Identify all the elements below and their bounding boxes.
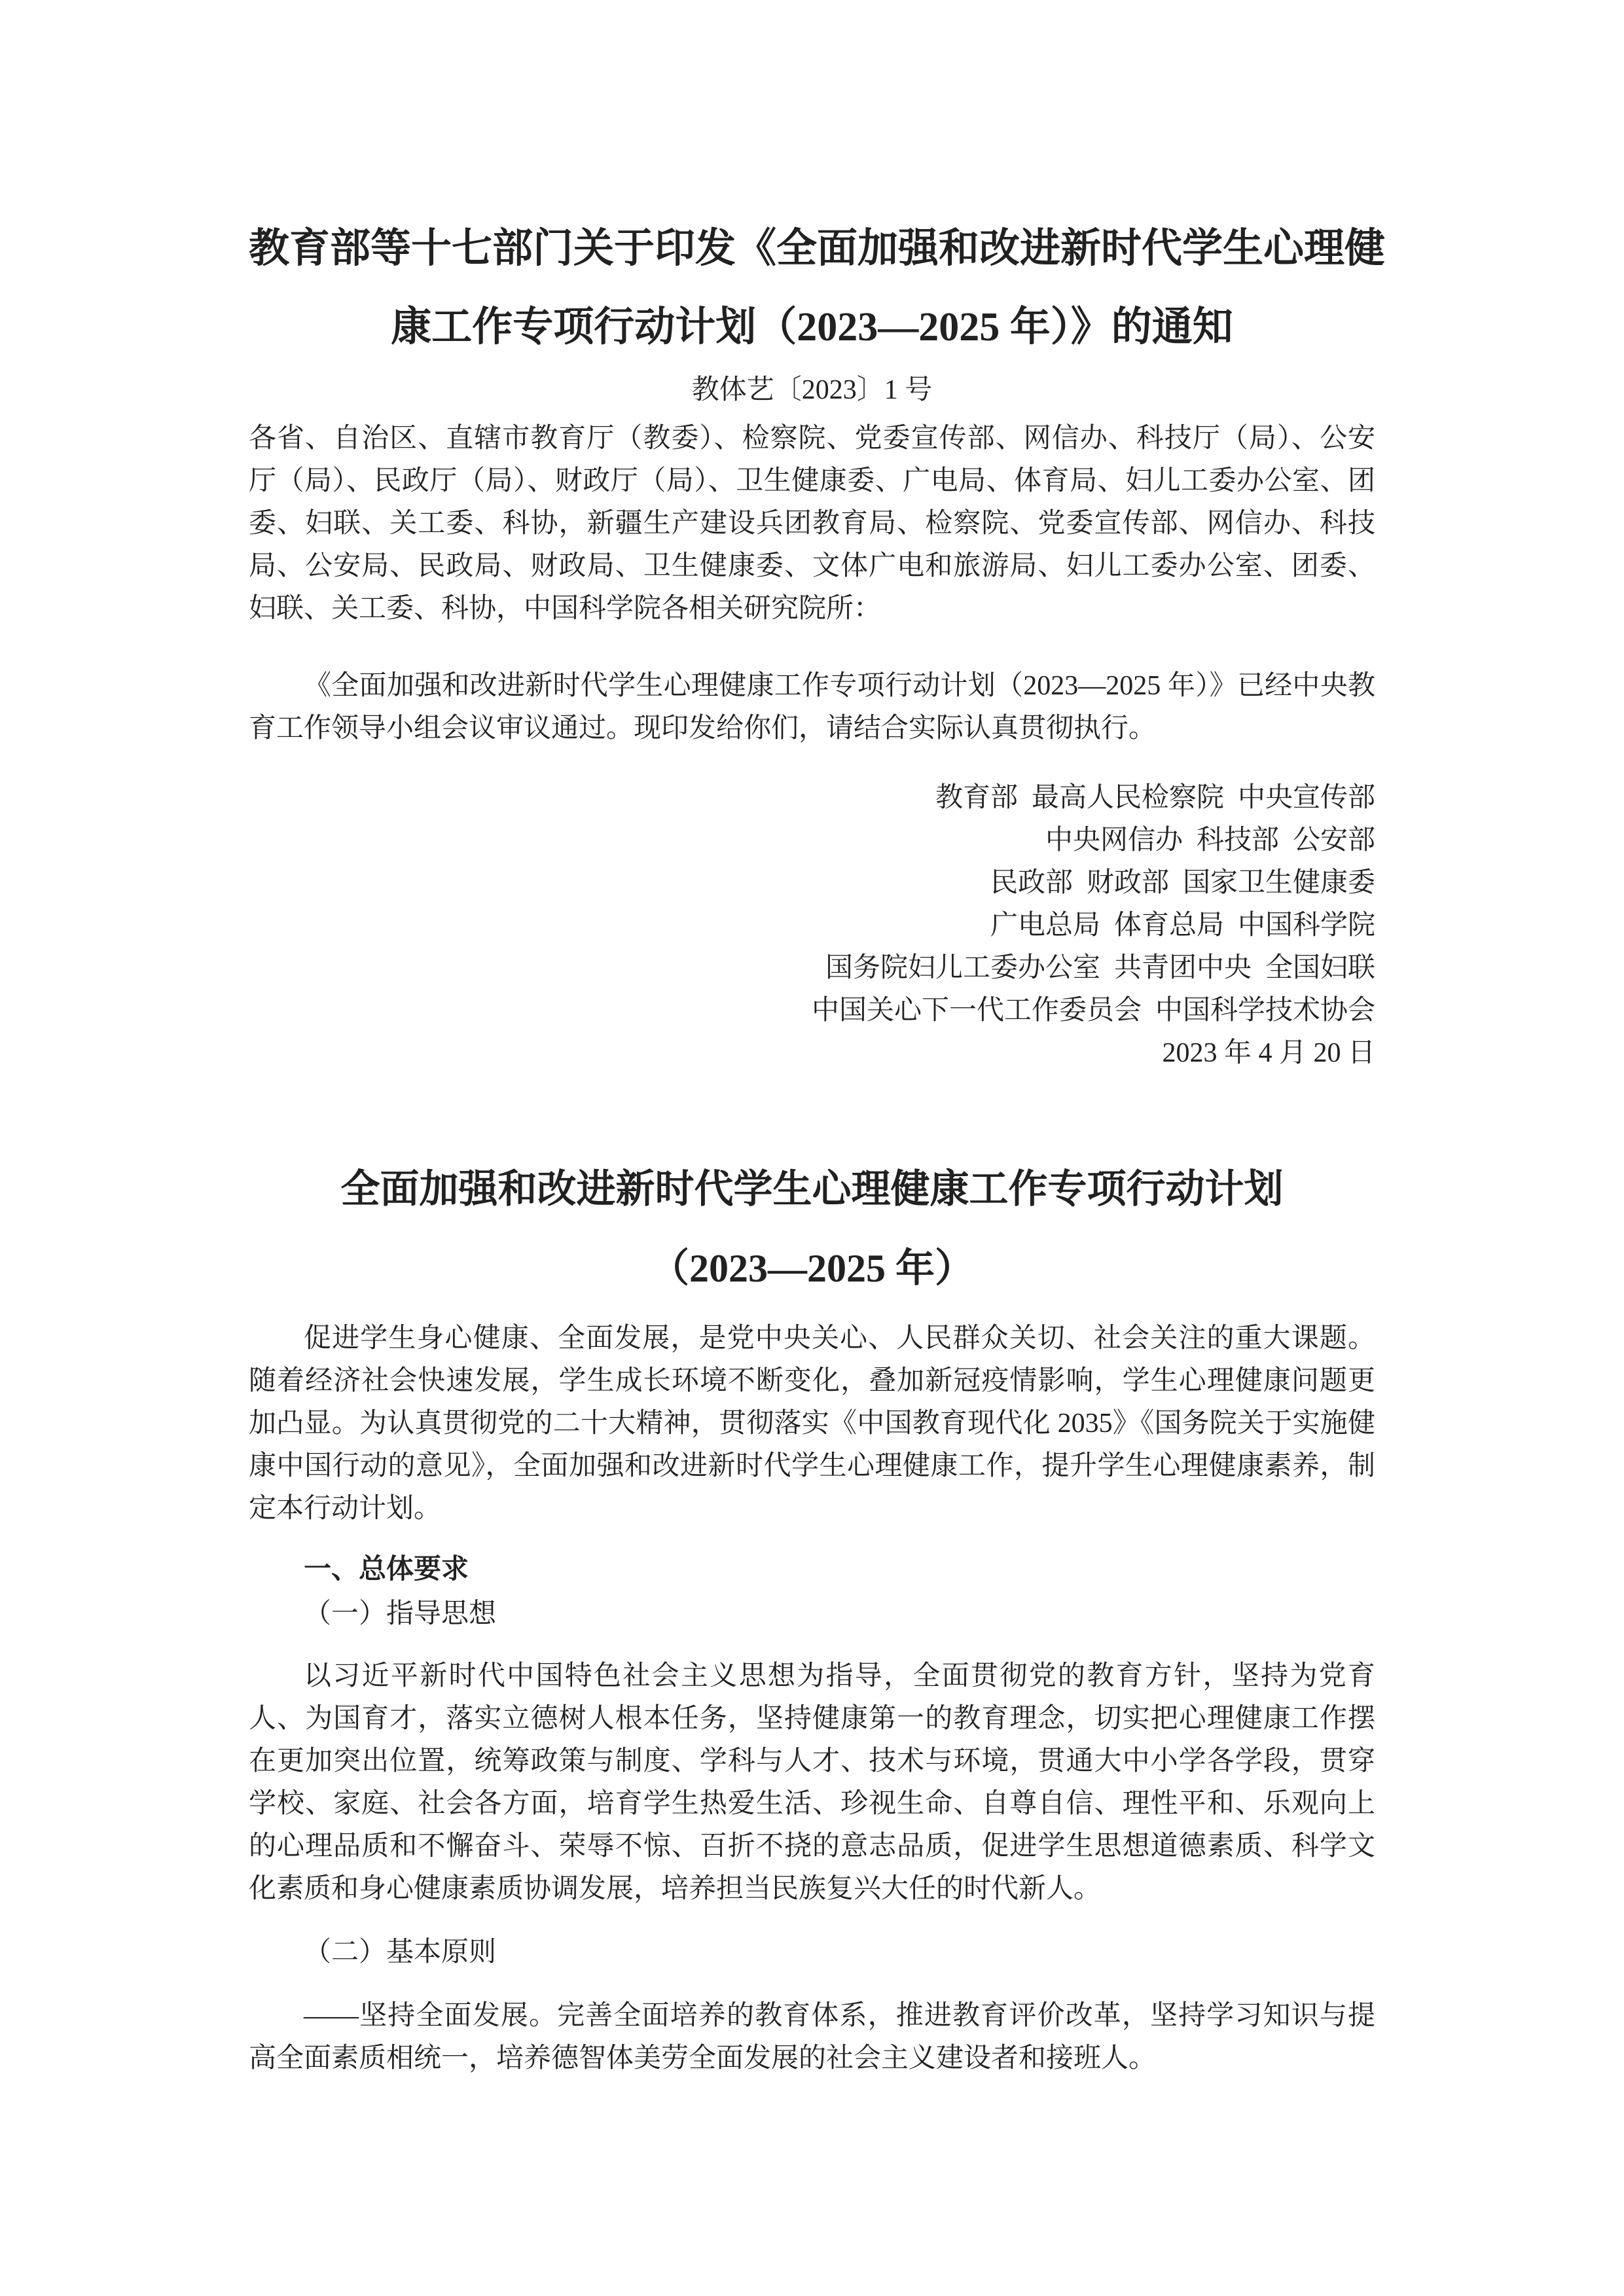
plan-title: 全面加强和改进新时代学生心理健康工作专项行动计划 [340,1168,1284,1211]
recipients-paragraph: 各省、自治区、直辖市教育厅（教委）、检察院、党委宣传部、网信办、科技厅（局）、公安厅（局）、民政厅（局）、财政厅（局）、卫生健康委、广电局、体育局、妇儿工委办公室、团委、妇联、关工委、科协，新疆生产建设兵团教育局、检察院、党委宣传部、网信办、科技局、公安局、民政局、财政局、卫生健康委、文体广电和旅游局、妇儿工委办公室、团委、妇联、关工委、科协，中国科学院各相关研究院所： [249,423,1375,624]
signature-line: 国务院妇儿工委办公室 共青团中央 全国妇联 [825,953,1375,983]
signature-line: 教育部 最高人民检察院 中央宣传部 [935,783,1375,813]
plan-intro-paragraph: 促进学生身心健康、全面发展，是党中央关心、人民群众关切、社会关注的重大课题。随着经济社会快速发展，学生成长环境不断变化，叠加新冠疫情影响，学生心理健康问题更加凸显。为认真贯彻党的二十大精神，贯彻落实《中国教育现代化 2035》《国务院关于实施健康中国行动的意见》，全面加强和改进新时代学生心理健康工作，提升学生心理健康素养，制定本行动计划。 [249,1323,1375,1524]
basic-principles-paragraph: ——坚持全面发展。完善全面培养的教育体系，推进教育评价改革，坚持学习知识与提高全面素质相统一，培养德智体美劳全面发展的社会主义建设者和接班人。 [249,2001,1375,2073]
signature-line: 中国关心下一代工作委员会 中国科学技术协会 [811,996,1375,1026]
signature-line: 2023 年 4 月 20 日 [1162,1038,1375,1068]
signature-line: 广电总局 体育总局 中国科学院 [990,910,1375,941]
notice-title [249,209,1386,367]
signature-line: 中央网信办 科技部 公安部 [1045,825,1375,855]
notice-title-line: 教育部等十七部门关于印发《全面加强和改进新时代学生心理健 [249,226,1386,271]
signature-line: 民政部 财政部 国家卫生健康委 [990,868,1375,898]
guiding-ideology-paragraph: 以习近平新时代中国特色社会主义思想为指导，全面贯彻党的教育方针，坚持为党育人、为国育才，落实立德树人根本任务，坚持健康第一的教育理念，切实把心理健康工作摆在更加突出位置，统筹政策与制度、学科与人才、技术与环境，贯通大中小学各学段，贯穿学校、家庭、社会各方面，培育学生热爱生活、珍视生命、自尊自信、理性平和、乐观向上的心理品质和不懈奋斗、荣辱不惊、百折不挠的意志品质，促进学生思想道德素质、科学文化素质和身心健康素质协调发展，培养担当民族复兴大任的时代新人。 [249,1661,1375,1904]
notice-title-line: 康工作专项行动计划（2023—2025 年）》的通知 [391,305,1233,350]
doc-number: 教体艺〔2023〕1 号 [691,375,933,405]
signature-block [249,777,1375,1075]
section-heading-overall-requirements: 一、总体要求 [304,1554,469,1585]
sub-heading-guiding-ideology: （一）指导思想 [304,1599,497,1629]
sub-heading-basic-principles: （二）基本原则 [304,1937,497,1967]
notice-body-paragraph: 《全面加强和改进新时代学生心理健康工作专项行动计划（2023—2025 年）》已经中央教育工作领导小组会议审议通过。现印发给你们，请结合实际认真贯彻执行。 [249,671,1375,744]
plan-subtitle: （2023—2025 年） [650,1247,974,1290]
